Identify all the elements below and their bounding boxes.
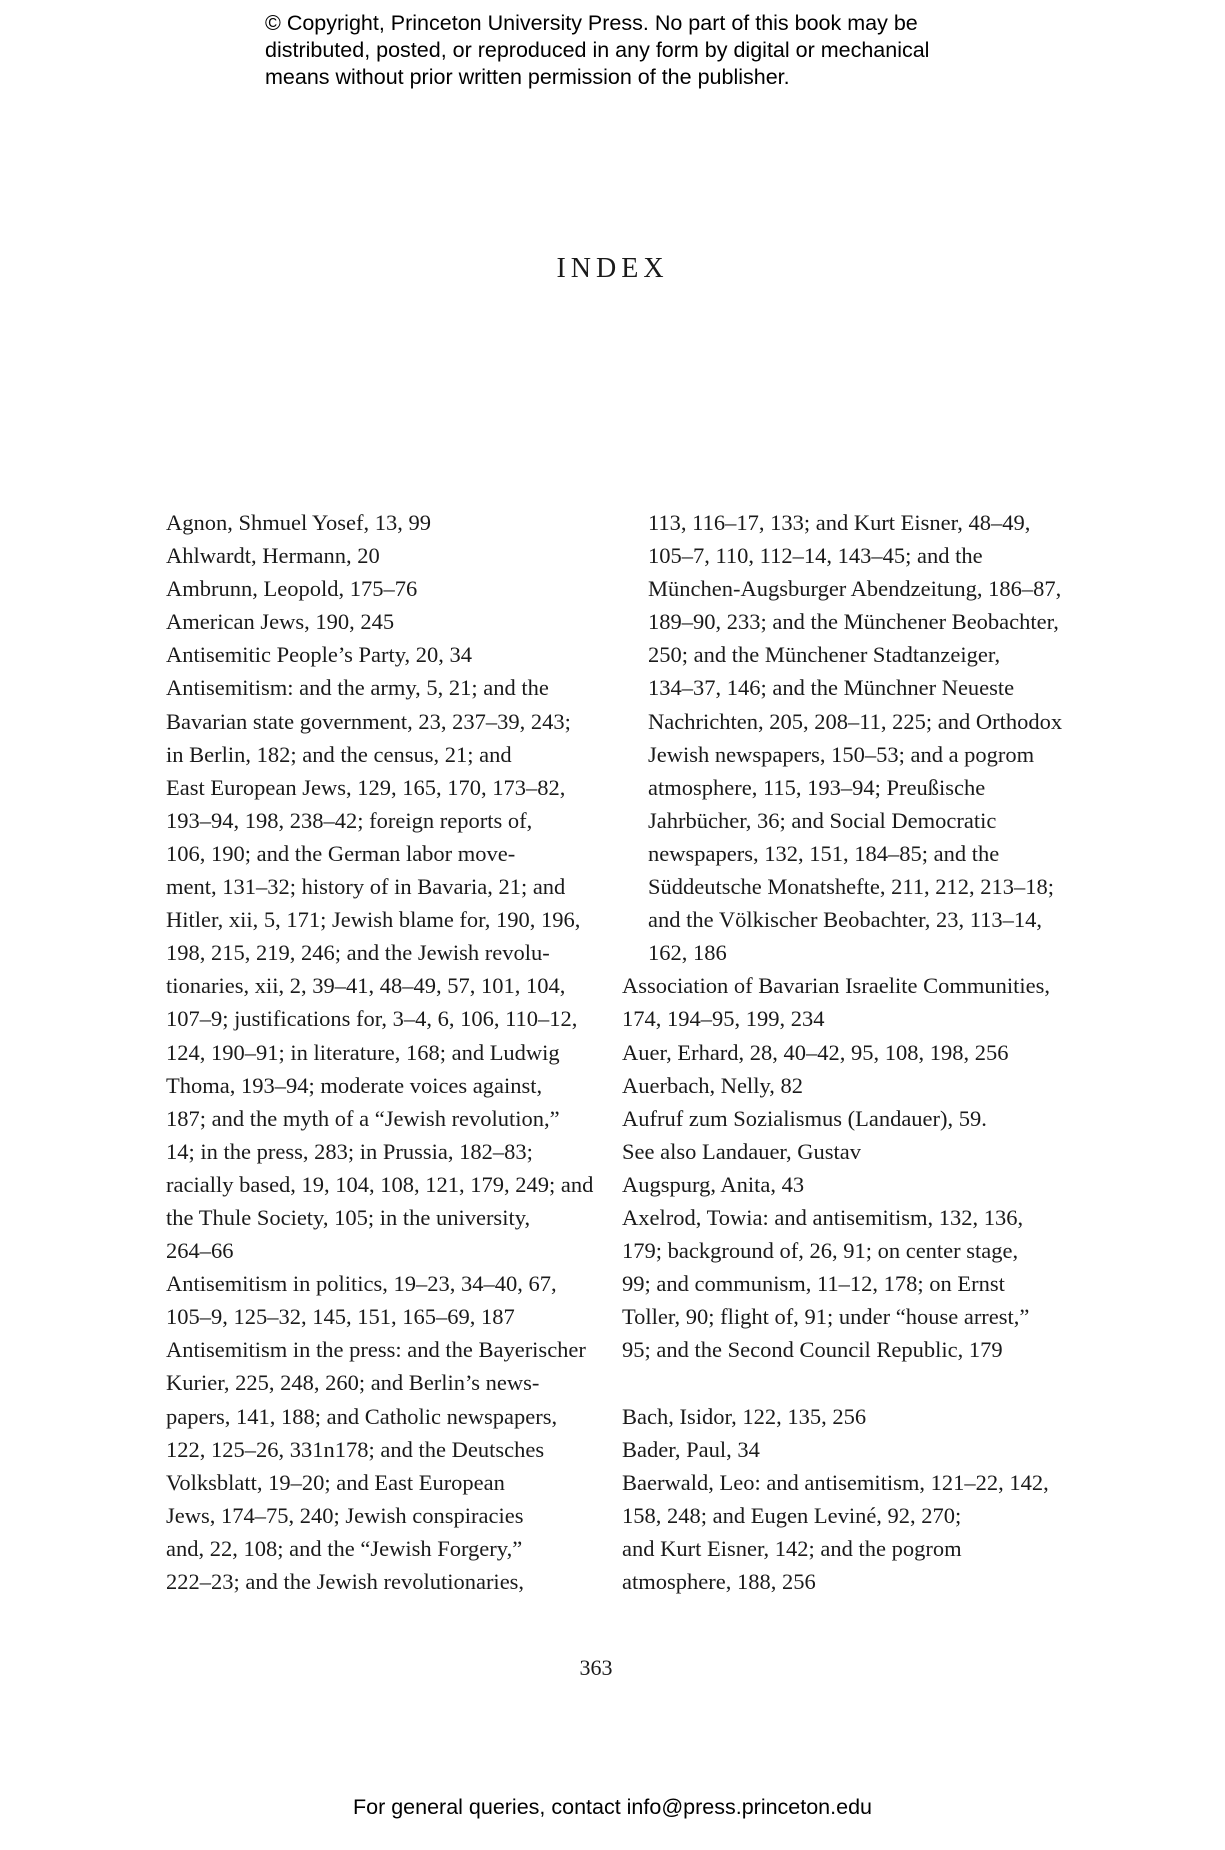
copyright-line: means without prior written permission of the publisher.: [265, 65, 790, 89]
index-entry-line: 122, 125–26, 331n178; and the Deutsches: [166, 1436, 545, 1462]
index-entry: [166, 1267, 586, 1333]
index-entry: [166, 638, 586, 671]
index-entry: [166, 506, 586, 539]
index-entry: [622, 1400, 1052, 1433]
index-entry-line: 198, 215, 219, 246; and the Jewish revolu-: [166, 940, 550, 966]
index-entry-line: 107–9; justifications for, 3–4, 6, 106, 110–12,: [166, 1006, 578, 1032]
continued-entry-line: Jahrbücher, 36; and Social Democratic: [648, 807, 997, 833]
index-entry-line: 14; in the press, 283; in Prussia, 182–83;: [166, 1138, 533, 1164]
index-entry-line: Bader, Paul, 34: [622, 1436, 760, 1462]
continued-entry-line: München-Augsburger Abendzeitung, 186–87,: [648, 576, 1062, 602]
page-number: 363: [579, 1655, 613, 1680]
index-entry-line: racially based, 19, 104, 108, 121, 179, 249; and: [166, 1171, 594, 1197]
continued-entry-line: newspapers, 132, 151, 184–85; and the: [648, 840, 1000, 866]
index-entry-line: 222–23; and the Jewish revolutionaries,: [166, 1569, 525, 1594]
continued-entry-line: Nachrichten, 205, 208–11, 225; and Orthodox: [648, 708, 1063, 734]
index-entry-line: Ambrunn, Leopold, 175–76: [166, 576, 418, 602]
index-entry-line: 158, 248; and Eugen Leviné, 92, 270;: [622, 1502, 962, 1528]
index-entry-line: 106, 190; and the German labor move-: [166, 840, 516, 866]
index-entry: [622, 1102, 1052, 1168]
index-entry-line: Ahlwardt, Hermann, 20: [166, 543, 380, 569]
continued-entry-line: 134–37, 146; and the Münchner Neueste: [648, 675, 1015, 701]
index-entry-line: the Thule Society, 105; in the university,: [166, 1204, 531, 1230]
index-entry-line: tionaries, xii, 2, 39–41, 48–49, 57, 101, 104,: [166, 973, 566, 999]
index-entry-line: Axelrod, Towia: and antisemitism, 132, 136,: [622, 1204, 1024, 1230]
index-entry-line: American Jews, 190, 245: [166, 609, 395, 635]
index-entry-line: Bach, Isidor, 122, 135, 256: [622, 1403, 867, 1429]
copyright-line: © Copyright, Princeton University Press. No part of this book may be: [265, 11, 918, 35]
index-entry-line: 193–94, 198, 238–42; foreign reports of,: [166, 807, 533, 833]
continued-entry-line: Jewish newspapers, 150–53; and a pogrom: [648, 741, 1035, 767]
index-entries-b: [622, 1400, 1052, 1599]
index-entry-line: Toller, 90; flight of, 91; under “house arrest,”: [622, 1304, 1030, 1330]
index-column-left: [166, 506, 594, 1598]
index-entry-line: Antisemitism in politics, 19–23, 34–40, 67,: [166, 1271, 557, 1297]
index-entry-line: 179; background of, 26, 91; on center stage,: [622, 1238, 1019, 1264]
index-entry: [622, 1201, 1052, 1366]
index-entry-line: Baerwald, Leo: and antisemitism, 121–22, 142,: [622, 1469, 1049, 1495]
index-entry-line: Kurier, 225, 248, 260; and Berlin’s news-: [166, 1370, 540, 1396]
index-entries-a: [622, 969, 1052, 1366]
index-entry: [166, 671, 594, 1267]
index-entry: [622, 1069, 1052, 1102]
continued-entry-line: 113, 116–17, 133; and Kurt Eisner, 48–49,: [648, 510, 1031, 535]
index-entry-line: ment, 131–32; history of in Bavaria, 21; and: [166, 874, 566, 900]
index-entry-line: atmosphere, 188, 256: [622, 1569, 816, 1594]
continued-entry-line: and the Völkischer Beobachter, 23, 113–14,: [648, 907, 1043, 933]
index-entry-line: 174, 194–95, 199, 234: [622, 1006, 825, 1032]
index-entry-line: Volksblatt, 19–20; and East European: [166, 1469, 505, 1495]
index-entry-line: 264–66: [166, 1238, 234, 1264]
continued-entry-line: 162, 186: [648, 940, 727, 966]
index-column-right: [622, 506, 1063, 1598]
copyright-notice: [265, 10, 1025, 91]
index-entry-line: Aufruf zum Sozialismus (Landauer), 59.: [622, 1105, 987, 1131]
index-entry-line: 99; and communism, 11–12, 178; on Ernst: [622, 1271, 1005, 1297]
index-entry-line: Auerbach, Nelly, 82: [622, 1072, 803, 1098]
index-entry: [622, 1036, 1052, 1069]
index-entry: [166, 539, 586, 572]
index-entry: [622, 1433, 1052, 1466]
copyright-line: distributed, posted, or reproduced in any form by digital or mechanical: [265, 38, 930, 62]
page-title: INDEX: [556, 253, 669, 284]
index-entry: [166, 572, 586, 605]
index-entry: [622, 969, 1052, 1035]
index-entry-line: Antisemitism: and the army, 5, 21; and the: [166, 675, 549, 701]
index-entry-line: 187; and the myth of a “Jewish revolution,”: [166, 1105, 560, 1131]
index-entry-line: Antisemitic People’s Party, 20, 34: [166, 642, 473, 668]
continued-entry-line: atmosphere, 115, 193–94; Preußische: [648, 774, 986, 800]
index-entry-line: and Kurt Eisner, 142; and the pogrom: [622, 1535, 962, 1561]
contact-footer: For general queries, contact info@press.princeton.edu: [352, 1795, 872, 1819]
index-entry-line: in Berlin, 182; and the census, 21; and: [166, 741, 512, 767]
index-entry-line: 105–9, 125–32, 145, 151, 165–69, 187: [166, 1304, 515, 1330]
index-entry-line: 124, 190–91; in literature, 168; and Ludwig: [166, 1039, 560, 1065]
continued-entry-line: 105–7, 110, 112–14, 143–45; and the: [648, 543, 983, 569]
index-entry: [622, 1168, 1052, 1201]
continued-entry: [622, 506, 1063, 969]
index-entry-line: 95; and the Second Council Republic, 179: [622, 1337, 1003, 1363]
index-entry: [166, 1333, 586, 1598]
index-entry-line: East European Jews, 129, 165, 170, 173–82,: [166, 774, 566, 800]
letter-section-gap: [622, 1366, 1052, 1399]
continued-entry-line: Süddeutsche Monatshefte, 211, 212, 213–18;: [648, 874, 1054, 900]
index-entry-line: and, 22, 108; and the “Jewish Forgery,”: [166, 1535, 523, 1561]
index-entry-line: Hitler, xii, 5, 171; Jewish blame for, 190, 196,: [166, 907, 581, 933]
index-entry-line: Augspurg, Anita, 43: [622, 1171, 805, 1197]
index-entry: [166, 605, 586, 638]
index-entry-line: Auer, Erhard, 28, 40–42, 95, 108, 198, 256: [622, 1039, 1009, 1065]
index-entry-line: Antisemitism in the press: and the Bayerischer: [166, 1337, 586, 1363]
index-entry-line: Association of Bavarian Israelite Communities,: [622, 973, 1051, 999]
index-entry-line: Jews, 174–75, 240; Jewish conspiracies: [166, 1502, 524, 1528]
index-entry-line: Bavarian state government, 23, 237–39, 243;: [166, 708, 571, 734]
index-entry: [622, 1466, 1052, 1598]
index-entry-line: papers, 141, 188; and Catholic newspapers,: [166, 1403, 558, 1429]
continued-entry-line: 250; and the Münchener Stadtanzeiger,: [648, 642, 1001, 668]
index-entry-line: See also Landauer, Gustav: [622, 1138, 862, 1164]
index-entry-line: Thoma, 193–94; moderate voices against,: [166, 1072, 543, 1098]
continued-entry-line: 189–90, 233; and the Münchener Beobachter,: [648, 609, 1059, 635]
index-entry-line: Agnon, Shmuel Yosef, 13, 99: [166, 510, 432, 535]
